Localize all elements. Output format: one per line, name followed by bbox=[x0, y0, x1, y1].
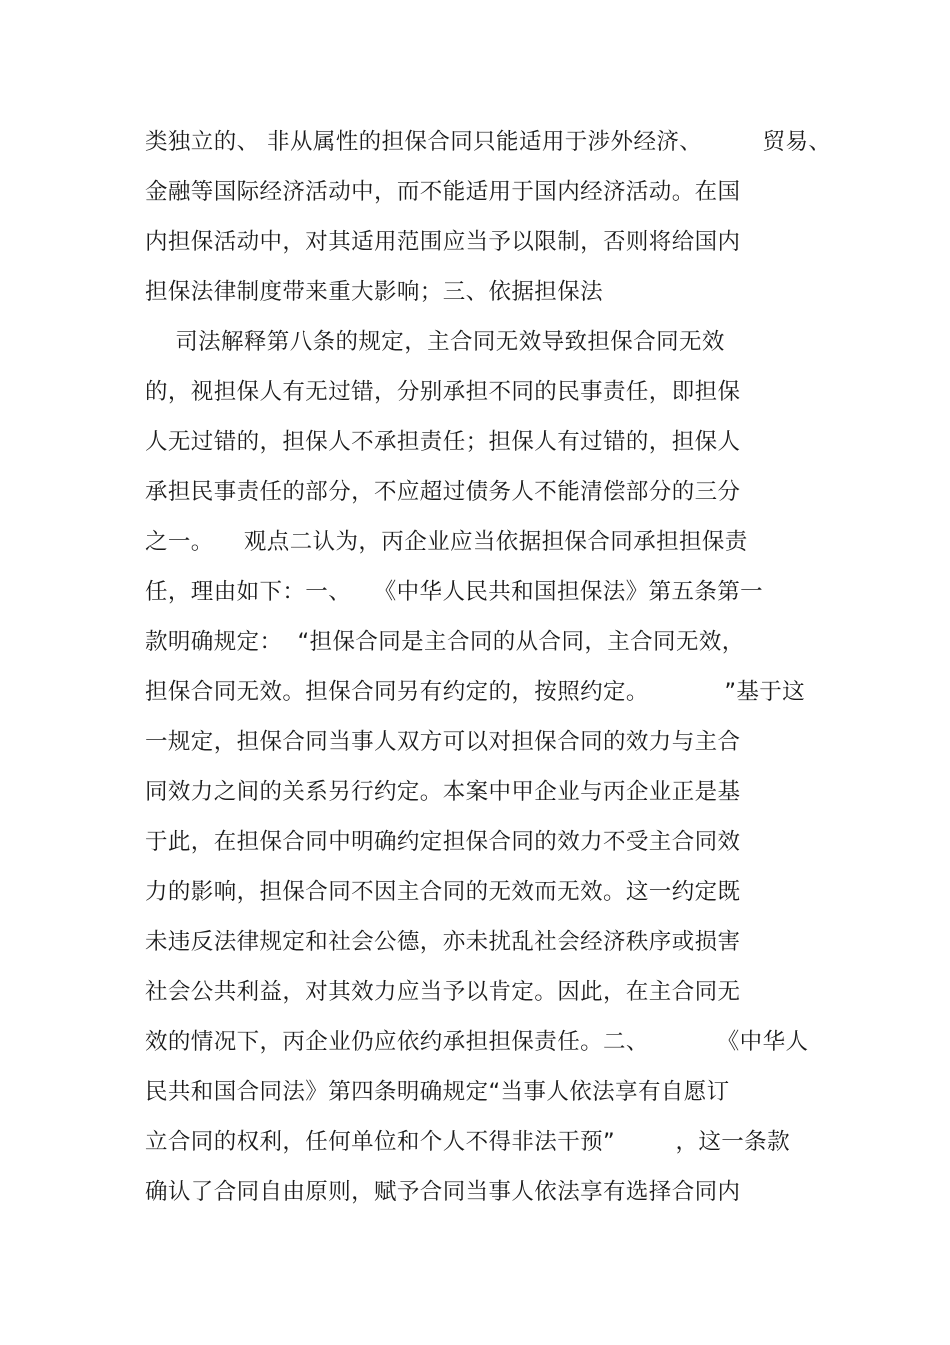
text-line: 类独立的、 非从属性的担保合同只能适用于涉外经济、 贸易、 bbox=[145, 129, 832, 155]
text-line: 社会公共利益，对其效力应当予以肯定。因此，在主合同无 bbox=[145, 979, 741, 1005]
text-line: 担保法律制度带来重大影响；三、依据担保法 bbox=[145, 279, 604, 305]
text-line: 力的影响，担保合同不因主合同的无效而无效。这一约定既 bbox=[145, 879, 741, 905]
text-line: 效的情况下，丙企业仍应依约承担担保责任。二、 《中华人 bbox=[145, 1029, 809, 1055]
text-line: 金融等国际经济活动中，而不能适用于国内经济活动。在国 bbox=[145, 179, 741, 205]
text-line: 承担民事责任的部分，不应超过债务人不能清偿部分的三分 bbox=[145, 479, 741, 505]
text-line: 确认了合同自由原则，赋予合同当事人依法享有选择合同内 bbox=[145, 1179, 741, 1205]
text-line: 人无过错的，担保人不承担责任；担保人有过错的，担保人 bbox=[145, 429, 741, 455]
text-line: 民共和国合同法》第四条明确规定“当事人依法享有自愿订 bbox=[145, 1079, 730, 1105]
text-line: 之一。 观点二认为，丙企业应当依据担保合同承担担保责 bbox=[145, 529, 748, 555]
text-line: 担保合同无效。担保合同另有约定的，按照约定。 ”基于这 bbox=[145, 679, 806, 705]
text-line: 司法解释第八条的规定，主合同无效导致担保合同无效 bbox=[145, 329, 725, 355]
text-line: 任，理由如下：一、 《中华人民共和国担保法》第五条第一 bbox=[145, 579, 764, 605]
text-line: 一规定，担保合同当事人双方可以对担保合同的效力与主合 bbox=[145, 729, 741, 755]
text-line: 于此，在担保合同中明确约定担保合同的效力不受主合同效 bbox=[145, 829, 741, 855]
text-line: 内担保活动中，对其适用范围应当予以限制，否则将给国内 bbox=[145, 229, 741, 255]
text-line: 同效力之间的关系另行约定。本案中甲企业与丙企业正是基 bbox=[145, 779, 741, 805]
text-line: 的，视担保人有无过错，分别承担不同的民事责任，即担保 bbox=[145, 379, 741, 405]
text-line: 未违反法律规定和社会公德，亦未扰乱社会经济秩序或损害 bbox=[145, 929, 741, 955]
text-line: 款明确规定： “担保合同是主合同的从合同，主合同无效， bbox=[145, 629, 745, 655]
text-line: 立合同的权利，任何单位和个人不得非法干预” ，这一条款 bbox=[145, 1129, 790, 1155]
